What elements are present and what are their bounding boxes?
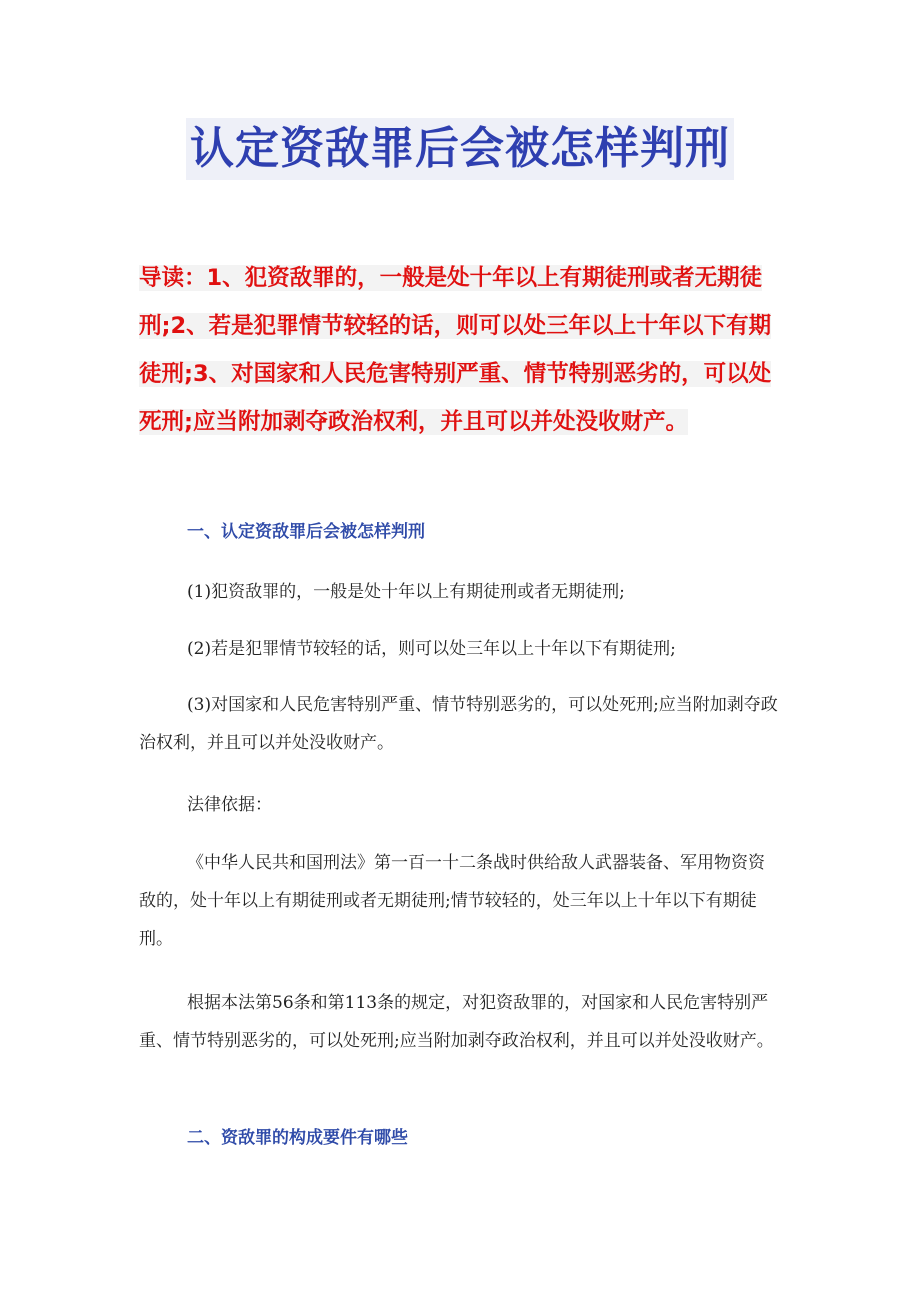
section-heading-1: 一、认定资敌罪后会被怎样判刑 xyxy=(187,522,425,542)
paragraph-2: (2)若是犯罪情节较轻的话，则可以处三年以上十年以下有期徒刑; xyxy=(187,639,676,659)
paragraph-1: (1)犯资敌罪的，一般是处十年以上有期徒刑或者无期徒刑; xyxy=(187,582,625,602)
document-title: 认定资敌罪后会被怎样判刑 xyxy=(186,118,734,180)
paragraph-law-article: 《中华人民共和国刑法》第一百一十二条战时供给敌人武器装备、军用物资资敌的，处十年以上有期徒刑或者无期徒刑;情节较轻的，处三年以上十年以下有期徒刑。 xyxy=(139,853,765,949)
intro-summary xyxy=(139,254,785,446)
legal-basis-label: 法律依据： xyxy=(187,795,272,815)
title-container xyxy=(0,118,920,180)
intro-text: 导读：1、犯资敌罪的，一般是处十年以上有期徒刑或者无期徒刑;2、若是犯罪情节较轻的话，则可以处三年以上十年以下有期徒刑;3、对国家和人民危害特别严重、情节特别恶劣的，可以处死刑;应当附加剥夺政治权利，并且可以并处没收财产。 xyxy=(139,265,772,435)
paragraph-3: (3)对国家和人民危害特别严重、情节特别恶劣的，可以处死刑;应当附加剥夺政治权利，并且可以并处没收财产。 xyxy=(139,695,778,753)
paragraph-sentencing-rule: 根据本法第56条和第113条的规定，对犯资敌罪的，对国家和人民危害特别严重、情节特别恶劣的，可以处死刑;应当附加剥夺政治权利，并且可以并处没收财产。 xyxy=(139,993,774,1051)
section-heading-2: 二、资敌罪的构成要件有哪些 xyxy=(187,1128,408,1148)
